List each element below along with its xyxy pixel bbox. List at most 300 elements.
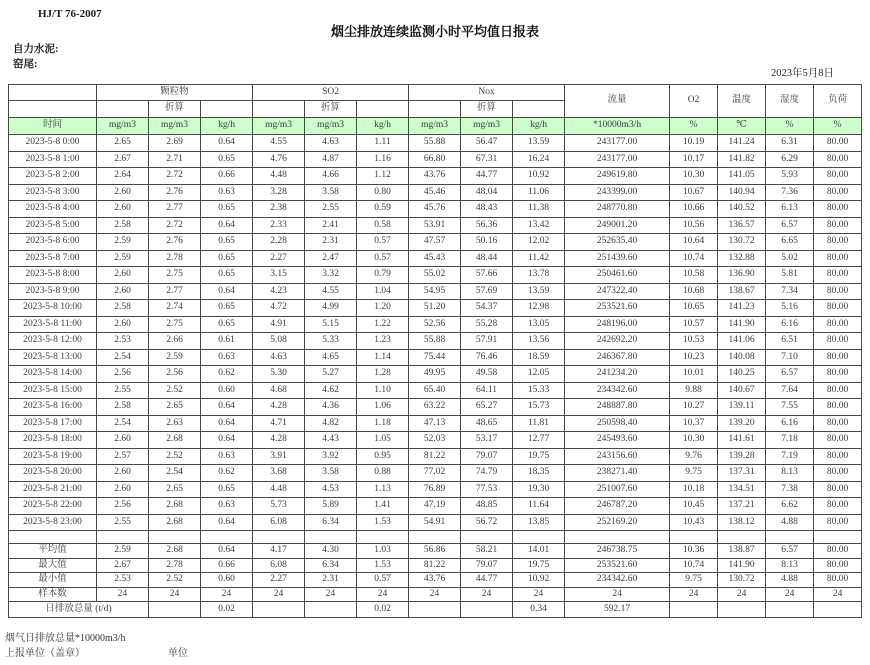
value-cell: 248196.00 — [565, 316, 670, 333]
value-cell: 247322.40 — [565, 283, 670, 300]
spacer-cell — [149, 531, 201, 544]
report-date: 2023年5月8日 — [771, 68, 834, 79]
unit-cell: % — [766, 118, 814, 135]
value-cell: 2.59 — [149, 349, 201, 366]
value-cell: 7.10 — [766, 349, 814, 366]
spacer-cell — [766, 531, 814, 544]
spacer-cell — [718, 531, 766, 544]
value-cell: 6.65 — [766, 234, 814, 251]
value-cell: 2.56 — [149, 366, 201, 383]
header-blank-cell — [357, 101, 409, 118]
time-cell: 2023-5-8 12:00 — [9, 333, 97, 350]
value-cell: 2.63 — [149, 415, 201, 432]
value-cell: 4.88 — [766, 514, 814, 531]
unit-cell: mg/m3 — [305, 118, 357, 135]
value-cell: 246787.20 — [565, 498, 670, 515]
value-cell: 2.60 — [97, 201, 149, 218]
summary-value-cell: 24 — [201, 587, 253, 602]
value-cell: 141.82 — [718, 151, 766, 168]
value-cell: 6.31 — [766, 135, 814, 152]
value-cell: 45.76 — [409, 201, 461, 218]
summary-value-cell: 10.74 — [670, 558, 718, 573]
value-cell: 55.02 — [409, 267, 461, 284]
value-cell: 4.66 — [305, 168, 357, 185]
header-flow: 流量 — [565, 85, 670, 118]
value-cell: 2.28 — [253, 234, 305, 251]
value-cell: 47.13 — [409, 415, 461, 432]
value-cell: 132.88 — [718, 250, 766, 267]
value-cell: 1.13 — [357, 481, 409, 498]
value-cell: 1.14 — [357, 349, 409, 366]
table-row — [9, 366, 862, 383]
summary-value-cell: 2.27 — [253, 573, 305, 588]
value-cell: 6.62 — [766, 498, 814, 515]
time-cell: 2023-5-8 14:00 — [9, 366, 97, 383]
value-cell: 4.53 — [305, 481, 357, 498]
value-cell: 2.31 — [305, 234, 357, 251]
table-row — [9, 267, 862, 284]
header-humidity: 湿度 — [766, 85, 814, 118]
summary-value-cell: 246738.75 — [565, 544, 670, 559]
value-cell: 2.75 — [149, 267, 201, 284]
value-cell: 52.56 — [409, 316, 461, 333]
value-cell: 4.55 — [305, 283, 357, 300]
value-cell: 80.00 — [814, 234, 862, 251]
value-cell: 245493.60 — [565, 432, 670, 449]
table-row — [9, 135, 862, 152]
value-cell: 0.65 — [201, 151, 253, 168]
value-cell: 19.30 — [513, 481, 565, 498]
summary-value-cell: 8.13 — [766, 558, 814, 573]
value-cell: 2.27 — [253, 250, 305, 267]
summary-value-cell: 24 — [357, 587, 409, 602]
summary-row — [9, 558, 862, 573]
value-cell: 49.58 — [461, 366, 513, 383]
value-cell: 80.00 — [814, 399, 862, 416]
time-cell: 2023-5-8 16:00 — [9, 399, 97, 416]
value-cell: 10.19 — [670, 135, 718, 152]
value-cell: 76.89 — [409, 481, 461, 498]
summary-value-cell: 10.36 — [670, 544, 718, 559]
value-cell: 2.38 — [253, 201, 305, 218]
table-row — [9, 234, 862, 251]
value-cell: 5.15 — [305, 316, 357, 333]
value-cell: 0.80 — [357, 184, 409, 201]
value-cell: 43.76 — [409, 168, 461, 185]
unit-cell: % — [670, 118, 718, 135]
summary-value-cell: 9.75 — [670, 573, 718, 588]
value-cell: 2.56 — [97, 498, 149, 515]
value-cell: 0.63 — [201, 349, 253, 366]
table-row — [9, 448, 862, 465]
value-cell: 10.64 — [670, 234, 718, 251]
value-cell: 1.10 — [357, 382, 409, 399]
value-cell: 3.68 — [253, 465, 305, 482]
value-cell: 1.18 — [357, 415, 409, 432]
value-cell: 138.67 — [718, 283, 766, 300]
value-cell: 4.36 — [305, 399, 357, 416]
unit-cell: mg/m3 — [409, 118, 461, 135]
value-cell: 3.28 — [253, 184, 305, 201]
value-cell: 80.00 — [814, 201, 862, 218]
time-cell: 2023-5-8 23:00 — [9, 514, 97, 531]
value-cell: 2.58 — [97, 300, 149, 317]
value-cell: 137.21 — [718, 498, 766, 515]
time-cell: 2023-5-8 18:00 — [9, 432, 97, 449]
summary-value-cell: 24 — [305, 587, 357, 602]
value-cell: 4.71 — [253, 415, 305, 432]
value-cell: 53.91 — [409, 217, 461, 234]
unit-cell: kg/h — [201, 118, 253, 135]
daily-total-value-cell — [766, 602, 814, 618]
value-cell: 50.16 — [461, 234, 513, 251]
value-cell: 4.28 — [253, 432, 305, 449]
value-cell: 141.24 — [718, 135, 766, 152]
summary-value-cell: 0.57 — [357, 573, 409, 588]
value-cell: 48.85 — [461, 498, 513, 515]
summary-value-cell: 58.21 — [461, 544, 513, 559]
value-cell: 80.00 — [814, 184, 862, 201]
value-cell: 1.41 — [357, 498, 409, 515]
value-cell: 0.64 — [201, 514, 253, 531]
table-row — [9, 399, 862, 416]
value-cell: 2.60 — [97, 184, 149, 201]
daily-total-row — [9, 602, 862, 618]
value-cell: 251439.60 — [565, 250, 670, 267]
value-cell: 54.95 — [409, 283, 461, 300]
value-cell: 0.64 — [201, 399, 253, 416]
summary-value-cell: 43.76 — [409, 573, 461, 588]
value-cell: 0.88 — [357, 465, 409, 482]
value-cell: 3.15 — [253, 267, 305, 284]
header-blank-cell — [97, 101, 149, 118]
summary-row — [9, 587, 862, 602]
value-cell: 2.68 — [149, 498, 201, 515]
header-so2: SO2 — [253, 85, 409, 101]
value-cell: 80.00 — [814, 300, 862, 317]
spacer-cell — [409, 531, 461, 544]
value-cell: 4.63 — [253, 349, 305, 366]
value-cell: 1.16 — [357, 151, 409, 168]
value-cell: 2.60 — [97, 481, 149, 498]
value-cell: 5.27 — [305, 366, 357, 383]
table-row — [9, 283, 862, 300]
table-row — [9, 333, 862, 350]
spacer-cell — [305, 531, 357, 544]
value-cell: 57.69 — [461, 283, 513, 300]
value-cell: 56.72 — [461, 514, 513, 531]
value-cell: 80.00 — [814, 217, 862, 234]
value-cell: 0.79 — [357, 267, 409, 284]
value-cell: 137.31 — [718, 465, 766, 482]
value-cell: 0.63 — [201, 448, 253, 465]
header-blank-cell — [253, 101, 305, 118]
value-cell: 80.00 — [814, 498, 862, 515]
table-body — [9, 135, 862, 618]
footer-flue-gas-total: 烟气日排放总量*10000m3/h — [5, 633, 126, 644]
daily-total-value-cell — [149, 602, 201, 618]
value-cell: 80.00 — [814, 168, 862, 185]
value-cell: 80.00 — [814, 316, 862, 333]
time-cell: 2023-5-8 1:00 — [9, 151, 97, 168]
value-cell: 140.94 — [718, 184, 766, 201]
value-cell: 2.56 — [97, 366, 149, 383]
value-cell: 15.73 — [513, 399, 565, 416]
value-cell: 0.65 — [201, 250, 253, 267]
daily-total-value-cell — [305, 602, 357, 618]
value-cell: 2.65 — [149, 399, 201, 416]
summary-value-cell: 24 — [97, 587, 149, 602]
value-cell: 5.93 — [766, 168, 814, 185]
value-cell: 2.54 — [97, 349, 149, 366]
value-cell: 1.20 — [357, 300, 409, 317]
value-cell: 80.00 — [814, 333, 862, 350]
summary-value-cell: 2.78 — [149, 558, 201, 573]
value-cell: 18.35 — [513, 465, 565, 482]
table-row — [9, 382, 862, 399]
value-cell: 2.60 — [97, 267, 149, 284]
table-row — [9, 217, 862, 234]
value-cell: 18.59 — [513, 349, 565, 366]
page-title: 烟尘排放连续监测小时平均值日报表 — [330, 24, 539, 39]
value-cell: 10.43 — [670, 514, 718, 531]
value-cell: 45.46 — [409, 184, 461, 201]
spacer-cell — [201, 531, 253, 544]
header-pm: 颗粒物 — [97, 85, 253, 101]
summary-value-cell: 81.22 — [409, 558, 461, 573]
value-cell: 2.55 — [97, 382, 149, 399]
value-cell: 139.11 — [718, 399, 766, 416]
daily-total-value-cell: 0.02 — [201, 602, 253, 618]
value-cell: 10.30 — [670, 432, 718, 449]
unit-cell: % — [814, 118, 862, 135]
time-cell: 2023-5-8 8:00 — [9, 267, 97, 284]
summary-label-cell: 平均值 — [9, 544, 97, 559]
value-cell: 0.59 — [357, 201, 409, 218]
value-cell: 141.23 — [718, 300, 766, 317]
unit-cell: kg/h — [513, 118, 565, 135]
value-cell: 10.58 — [670, 267, 718, 284]
unit-cell: mg/m3 — [461, 118, 513, 135]
value-cell: 8.13 — [766, 465, 814, 482]
value-cell: 0.65 — [201, 316, 253, 333]
table-row — [9, 432, 862, 449]
summary-value-cell: 4.88 — [766, 573, 814, 588]
value-cell: 10.30 — [670, 168, 718, 185]
value-cell: 7.34 — [766, 283, 814, 300]
value-cell: 55.88 — [409, 135, 461, 152]
value-cell: 2.60 — [97, 316, 149, 333]
value-cell: 0.65 — [201, 201, 253, 218]
summary-value-cell: 0.64 — [201, 544, 253, 559]
value-cell: 4.23 — [253, 283, 305, 300]
value-cell: 54.91 — [409, 514, 461, 531]
spacer-cell — [461, 531, 513, 544]
value-cell: 12.02 — [513, 234, 565, 251]
value-cell: 80.00 — [814, 514, 862, 531]
value-cell: 1.22 — [357, 316, 409, 333]
summary-value-cell: 24 — [253, 587, 305, 602]
value-cell: 0.61 — [201, 333, 253, 350]
summary-label-cell: 最小值 — [9, 573, 97, 588]
table-row — [9, 316, 862, 333]
value-cell: 12.98 — [513, 300, 565, 317]
value-cell: 13.85 — [513, 514, 565, 531]
footer-reporting-unit: 上报单位（盖章） — [5, 648, 85, 659]
value-cell: 0.65 — [201, 267, 253, 284]
footer-unit-label: 单位 — [168, 648, 188, 659]
value-cell: 5.33 — [305, 333, 357, 350]
value-cell: 81.22 — [409, 448, 461, 465]
value-cell: 5.02 — [766, 250, 814, 267]
value-cell: 48.04 — [461, 184, 513, 201]
doc-standard-code: HJ/T 76-2007 — [38, 8, 102, 20]
value-cell: 13.59 — [513, 135, 565, 152]
summary-value-cell: 56.86 — [409, 544, 461, 559]
value-cell: 9.75 — [670, 465, 718, 482]
value-cell: 4.87 — [305, 151, 357, 168]
value-cell: 141.90 — [718, 316, 766, 333]
value-cell: 0.64 — [201, 415, 253, 432]
value-cell: 80.00 — [814, 366, 862, 383]
unit-cell: mg/m3 — [97, 118, 149, 135]
summary-value-cell: 24 — [409, 587, 461, 602]
value-cell: 49.95 — [409, 366, 461, 383]
value-cell: 1.12 — [357, 168, 409, 185]
value-cell: 2.71 — [149, 151, 201, 168]
spacer-cell — [814, 531, 862, 544]
value-cell: 136.57 — [718, 217, 766, 234]
value-cell: 11.38 — [513, 201, 565, 218]
value-cell: 2.55 — [97, 514, 149, 531]
time-cell: 2023-5-8 0:00 — [9, 135, 97, 152]
header-load: 负荷 — [814, 85, 862, 118]
spacer-cell — [97, 531, 149, 544]
value-cell: 1.04 — [357, 283, 409, 300]
value-cell: 130.72 — [718, 234, 766, 251]
value-cell: 2.52 — [149, 382, 201, 399]
daily-total-value-cell: 592.17 — [565, 602, 670, 618]
summary-value-cell: 2.52 — [149, 573, 201, 588]
value-cell: 10.27 — [670, 399, 718, 416]
value-cell: 4.65 — [305, 349, 357, 366]
value-cell: 140.08 — [718, 349, 766, 366]
value-cell: 138.12 — [718, 514, 766, 531]
value-cell: 55.88 — [409, 333, 461, 350]
table-row — [9, 168, 862, 185]
header-blank-cell — [513, 101, 565, 118]
value-cell: 2.60 — [97, 283, 149, 300]
value-cell: 9.76 — [670, 448, 718, 465]
value-cell: 249001.20 — [565, 217, 670, 234]
summary-value-cell: 14.01 — [513, 544, 565, 559]
summary-value-cell: 2.68 — [149, 544, 201, 559]
value-cell: 0.63 — [201, 498, 253, 515]
summary-value-cell: 24 — [565, 587, 670, 602]
table-row — [9, 300, 862, 317]
daily-total-value-cell — [409, 602, 461, 618]
value-cell: 2.52 — [149, 448, 201, 465]
header-blank-cell — [201, 101, 253, 118]
value-cell: 4.99 — [305, 300, 357, 317]
value-cell: 80.00 — [814, 250, 862, 267]
value-cell: 7.18 — [766, 432, 814, 449]
value-cell: 2.72 — [149, 168, 201, 185]
value-cell: 10.74 — [670, 250, 718, 267]
value-cell: 139.20 — [718, 415, 766, 432]
value-cell: 48.44 — [461, 250, 513, 267]
value-cell: 1.11 — [357, 135, 409, 152]
summary-value-cell: 2.53 — [97, 573, 149, 588]
value-cell: 2.78 — [149, 250, 201, 267]
value-cell: 4.43 — [305, 432, 357, 449]
summary-value-cell: 19.75 — [513, 558, 565, 573]
value-cell: 0.95 — [357, 448, 409, 465]
value-cell: 7.38 — [766, 481, 814, 498]
value-cell: 56.47 — [461, 135, 513, 152]
value-cell: 13.56 — [513, 333, 565, 350]
value-cell: 10.53 — [670, 333, 718, 350]
spacer-cell — [9, 531, 97, 544]
value-cell: 3.58 — [305, 465, 357, 482]
value-cell: 4.72 — [253, 300, 305, 317]
value-cell: 0.58 — [357, 217, 409, 234]
value-cell: 75.44 — [409, 349, 461, 366]
value-cell: 249619.80 — [565, 168, 670, 185]
value-cell: 4.63 — [305, 135, 357, 152]
time-cell: 2023-5-8 9:00 — [9, 283, 97, 300]
value-cell: 53.17 — [461, 432, 513, 449]
value-cell: 6.51 — [766, 333, 814, 350]
value-cell: 2.53 — [97, 333, 149, 350]
value-cell: 10.67 — [670, 184, 718, 201]
value-cell: 2.77 — [149, 283, 201, 300]
value-cell: 57.91 — [461, 333, 513, 350]
value-cell: 65.27 — [461, 399, 513, 416]
value-cell: 10.18 — [670, 481, 718, 498]
summary-value-cell: 234342.60 — [565, 573, 670, 588]
value-cell: 250461.60 — [565, 267, 670, 284]
value-cell: 76.46 — [461, 349, 513, 366]
value-cell: 250598.40 — [565, 415, 670, 432]
value-cell: 0.64 — [201, 135, 253, 152]
value-cell: 0.60 — [201, 382, 253, 399]
value-cell: 2.59 — [97, 250, 149, 267]
summary-value-cell: 2.67 — [97, 558, 149, 573]
summary-value-cell: 138.87 — [718, 544, 766, 559]
value-cell: 80.00 — [814, 135, 862, 152]
value-cell: 248770.80 — [565, 201, 670, 218]
value-cell: 4.68 — [253, 382, 305, 399]
value-cell: 2.54 — [149, 465, 201, 482]
value-cell: 1.05 — [357, 432, 409, 449]
value-cell: 2.65 — [97, 135, 149, 152]
value-cell: 6.34 — [305, 514, 357, 531]
summary-value-cell: 130.72 — [718, 573, 766, 588]
value-cell: 10.65 — [670, 300, 718, 317]
header-blank-cell — [9, 85, 97, 101]
value-cell: 80.00 — [814, 448, 862, 465]
value-cell: 3.32 — [305, 267, 357, 284]
value-cell: 10.68 — [670, 283, 718, 300]
value-cell: 4.48 — [253, 481, 305, 498]
value-cell: 0.57 — [357, 250, 409, 267]
value-cell: 51.20 — [409, 300, 461, 317]
value-cell: 2.60 — [97, 432, 149, 449]
value-cell: 0.65 — [201, 300, 253, 317]
summary-value-cell: 4.30 — [305, 544, 357, 559]
unit-cell: ℃ — [718, 118, 766, 135]
